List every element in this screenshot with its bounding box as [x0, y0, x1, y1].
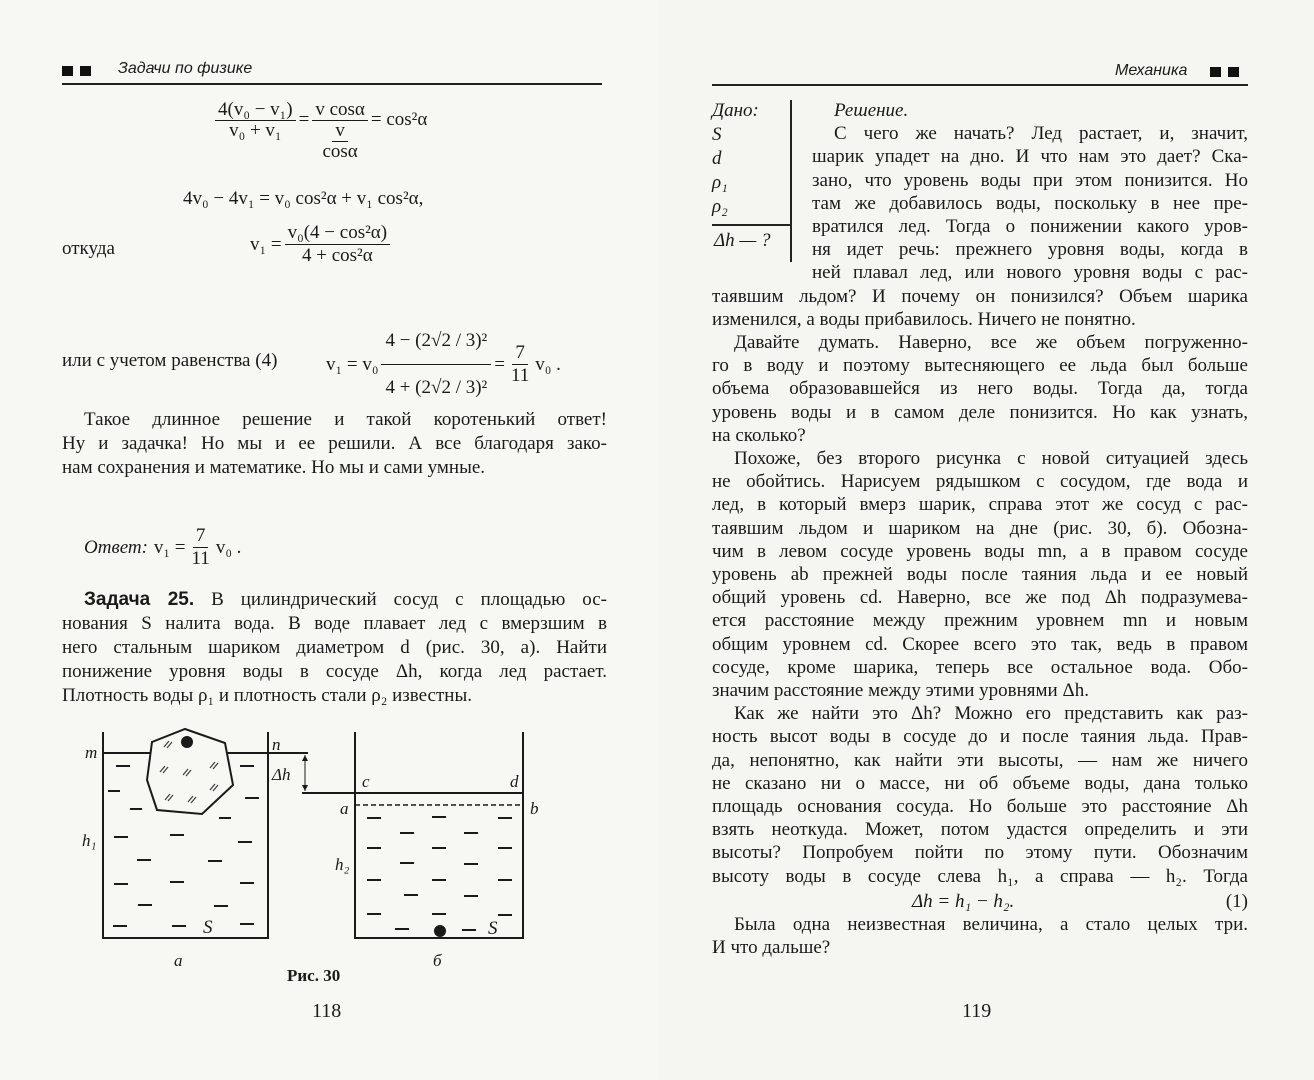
with-eq4-text: или с учетом равенства (4) — [62, 350, 278, 371]
fraction-numerator: v cosα — [312, 100, 368, 121]
text-line: зано, что уровень воды при этом понизится. Но — [812, 169, 1248, 191]
final-paragraph — [712, 913, 1248, 959]
text-line: общим уровнем cd. Скорее всего это так, ведь в правом — [712, 633, 1248, 655]
fraction-denominator: 11 — [191, 548, 210, 569]
fraction-denominator: 4 + cos²α — [301, 245, 373, 266]
running-header: Механика — [1115, 62, 1188, 79]
fraction-numerator: v — [332, 121, 348, 142]
text-line: Похоже, без второго рисунка с новой ситуацией здесь — [734, 448, 1248, 470]
text-line: таявшим льдом и шариком на дне (рис. 30, б). Обозна- — [712, 517, 1248, 539]
header-square-icon — [1228, 67, 1239, 77]
text-line: таявшим льдом? И почему он понизился? Объем шарика — [712, 285, 1248, 307]
header-rule — [712, 84, 1248, 86]
text-line: чим в левом сосуде уровень воды mn, а в правом сосуде — [712, 540, 1248, 562]
label-h1: h₁ — [82, 831, 97, 850]
header-square-icon — [1210, 67, 1221, 77]
text-line: Была одна неизвестная величина, а стало целых три. — [734, 914, 1248, 935]
text-line: нам сохранения и математике. Но мы и сами умные. — [62, 457, 486, 478]
fraction-denominator: v₀ + v₁ — [229, 120, 282, 141]
given-item: ρ₂ — [712, 196, 728, 217]
formula-tail: v₀ . — [215, 536, 242, 558]
right-page — [657, 0, 1314, 1080]
text-line: да, непонятно, как найти эти высоты, — нам же ничего — [712, 749, 1248, 771]
fraction-numerator: 4(v₀ − v₁) — [215, 100, 296, 121]
given-item: d — [712, 148, 722, 169]
text-line: взять неоткуда. Может, потом удастся определить и эти — [712, 819, 1248, 841]
fraction-numerator: 7 — [193, 525, 209, 548]
text-line: Плотность воды ρ₁ и плотность стали ρ₂ известны. — [62, 685, 472, 706]
given-item: S — [712, 124, 722, 145]
given-block — [712, 99, 759, 219]
subfigure-a-label: а — [174, 951, 183, 970]
otkuda-text: откуда — [62, 238, 115, 259]
given-item: ρ₁ — [712, 172, 728, 193]
steel-ball-icon — [434, 925, 446, 937]
answer-label: Ответ: — [84, 536, 148, 558]
problem-title: Задача 25. — [84, 589, 195, 610]
vessel-b — [355, 732, 523, 938]
formula-lhs: v₁ = v₀ — [326, 353, 379, 375]
text-line: И что дальше? — [712, 937, 831, 959]
text-line: высоту воды в сосуде слева h₁, а справа — h₂. Тогда — [712, 865, 1248, 887]
label-S-b: S — [488, 918, 498, 939]
subfigure-b-label: б — [433, 951, 442, 970]
arrow-head — [302, 785, 308, 791]
text-line: го в воду и поэтому вытесняющего ее льда был больше — [712, 355, 1248, 377]
equation-1 — [712, 890, 1248, 913]
given-title: Дано: — [712, 100, 759, 121]
fraction-numerator: 4 − (2√2 / 3)² — [381, 318, 491, 365]
label-h2: h₂ — [335, 855, 350, 874]
text-line: понижение уровня воды в сосуде Δh, когда лед растает. — [62, 661, 607, 682]
fraction-numerator: v₀(4 − cos²α) — [285, 222, 390, 245]
text-line: нования S налита вода. В воде плавает лед с вмерзшим в — [62, 613, 607, 634]
text-line: ня идет речь: прежнего уровня воды, когда в — [812, 239, 1248, 261]
solution-title: Решение. — [834, 100, 909, 121]
equals: = — [494, 353, 505, 375]
text-line: объема образовавшейся из него воды. Тогда да, тогда — [712, 378, 1248, 400]
steel-ball-icon — [181, 736, 193, 748]
text-span: В цилиндрический сосуд с площадью ос- — [211, 589, 608, 610]
text-line: значим расстояние между этими уровнями Δh. — [712, 680, 1089, 702]
text-line: вратился лед. Тогда о понижении какого уров- — [812, 216, 1248, 238]
figure-caption: Рис. 30 — [287, 966, 341, 985]
fraction-numerator: 7 — [512, 342, 528, 365]
page-number: 119 — [962, 1000, 992, 1022]
given-divider — [712, 224, 790, 226]
given-vertical-rule — [790, 100, 792, 262]
text-line: там же добавилось воды, поскольку в нее пре- — [812, 192, 1248, 214]
text-line: него стальным шариком диаметром d (рис. 30, а). Найти — [62, 637, 607, 658]
text-line: шарик упадет на дно. И что нам это дает? Ска- — [812, 146, 1248, 168]
fraction-denominator: 4 + (2√2 / 3)² — [385, 377, 488, 398]
text-line: уровень ab прежней воды после таяния льда и ее новый — [712, 564, 1248, 586]
text-line: не сказано ни о массе, ни об объеме воды, дана только — [712, 772, 1248, 794]
fraction-denominator: cosα — [322, 141, 358, 162]
text-line: ней плавал лед, или нового уровня воды с рас- — [812, 262, 1248, 284]
label-m: m — [85, 743, 98, 762]
solution-text — [712, 285, 1248, 888]
formula-tail: v₀ . — [535, 353, 561, 375]
label-S-a: S — [203, 917, 213, 938]
fraction-denominator: 11 — [510, 365, 530, 386]
label-c: c — [362, 772, 370, 791]
running-header: Задачи по физике — [118, 60, 253, 77]
arrow-head — [302, 755, 308, 761]
equation-formula: Δh = h₁ − h₂. — [912, 891, 1015, 912]
text-line: изменился, а воды прибавилось. Ничего не понятно. — [712, 308, 1136, 330]
formula-lhs: v₁ = — [250, 233, 282, 255]
text-line: уровень воды и в самом деле понизится. Но как узнать, — [712, 401, 1248, 423]
text-line: Ну и задачка! Но мы и ее решили. А все благодаря зако- — [62, 433, 607, 454]
formula-lhs: v₁ = — [153, 536, 186, 558]
solution-narrow — [812, 99, 1248, 285]
label-n: n — [272, 735, 281, 754]
find-quantity: Δh — ? — [714, 230, 771, 251]
label-b: b — [530, 799, 539, 818]
text-line: лед, в который вмерз шарик, справа этот же сосуд с рас- — [712, 494, 1248, 516]
text-line: Давайте думать. Наверно, все же объем погруженно- — [734, 332, 1248, 353]
label-delta-h: Δh — [272, 765, 291, 784]
text-line: высоты? Попробуем пойти по этому пути. Обозначим — [712, 842, 1248, 864]
equation-number: (1) — [1225, 891, 1248, 912]
text-line: сосуде, кроме шарика, теперь все остальное вода. Обо- — [712, 656, 1248, 678]
formula-2: 4v₀ − 4v₁ = v₀ cos²α + v₁ cos²α, — [183, 188, 424, 209]
text-line: не обойтись. Нарисуем рядышком с сосудом, где вода и — [712, 471, 1248, 493]
label-a: a — [340, 799, 349, 818]
text-line: Как же найти это Δh? Можно его представить как раз- — [734, 703, 1248, 725]
text-line: площадь основания сосуда. Но больше это расстояние Δh — [712, 796, 1248, 818]
formula-rhs: = cos²α — [370, 109, 428, 130]
equals: = — [298, 109, 310, 130]
label-d: d — [510, 772, 519, 791]
text-line: С чего же начать? Лед растает, и, значит, — [834, 123, 1248, 145]
text-line: ется расстояние между прежним уровнем mn и новым — [712, 610, 1248, 632]
text-line: общий уровень cd. Наверно, все же под Δh подразумева- — [712, 587, 1248, 609]
text-line: ность высот воды в сосуде до и после таяния льда. Прав- — [712, 726, 1248, 748]
text-line: Такое длинное решение и такой коротенький ответ! — [84, 409, 607, 430]
text-line: на сколько? — [712, 424, 806, 446]
page-number: 118 — [312, 1000, 342, 1022]
